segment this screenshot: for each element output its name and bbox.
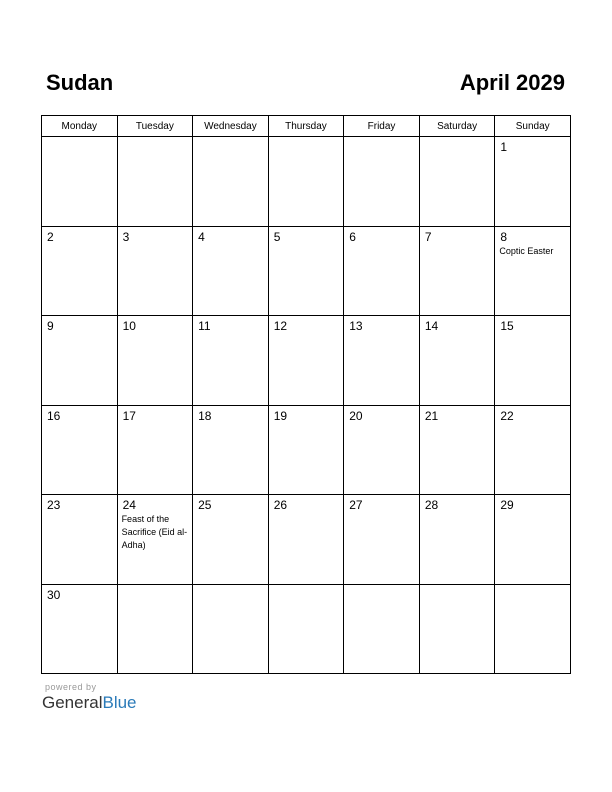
- day-number: 3: [122, 229, 130, 244]
- day-number: 19: [273, 408, 288, 423]
- calendar-week-row: [42, 137, 571, 227]
- weekday-header-row: [42, 116, 571, 137]
- weekday-header-saturday: Saturday: [419, 116, 495, 137]
- day-number: 30: [47, 587, 61, 602]
- day-number: 27: [349, 498, 363, 512]
- calendar-day-cell: [268, 226, 344, 316]
- day-number: 6: [349, 229, 356, 244]
- day-number: [495, 585, 570, 589]
- calendar-day-cell: [117, 316, 193, 406]
- day-number: 2: [47, 229, 54, 244]
- day-number: 7: [424, 229, 432, 244]
- day-number: 24: [122, 498, 136, 512]
- calendar-day-cell: [495, 226, 571, 316]
- day-number: [193, 585, 268, 589]
- country-title: Sudan: [46, 70, 114, 95]
- calendar-day-cell: [419, 405, 495, 495]
- calendar-day-cell: [344, 405, 420, 495]
- day-number: [344, 585, 419, 589]
- day-number: 1: [500, 140, 508, 154]
- calendar-day-cell: [268, 316, 344, 406]
- calendar-day-cell: [193, 226, 269, 316]
- weekday-header-sunday: Sunday: [495, 116, 571, 137]
- day-number: [118, 137, 193, 141]
- calendar-week-row: [42, 316, 571, 406]
- day-number: 12: [273, 319, 288, 333]
- calendar-week-row: [42, 226, 571, 316]
- calendar-day-cell: [495, 495, 571, 585]
- brand-blue-text: Blue: [102, 693, 137, 712]
- calendar-day-cell: [344, 137, 420, 227]
- calendar-day-cell: [419, 316, 495, 406]
- holiday-label: Feast of the Sacrifice (Eid al-Adha): [121, 514, 188, 550]
- day-number: [118, 585, 193, 589]
- calendar-week-row: [42, 405, 571, 495]
- calendar-day-cell: [42, 405, 118, 495]
- month-year-title: April 2029: [459, 70, 565, 95]
- day-number: 29: [500, 498, 514, 512]
- day-number: 20: [349, 408, 363, 423]
- calendar-day-cell: [419, 226, 495, 316]
- calendar-day-cell: [268, 137, 344, 227]
- calendar-week-row: [42, 584, 571, 674]
- calendar-day-cell: [419, 495, 495, 585]
- day-number: [42, 137, 117, 141]
- day-number: 4: [198, 229, 205, 244]
- day-number: 16: [47, 408, 61, 423]
- calendar-grid: [41, 115, 571, 674]
- day-number: 14: [424, 319, 439, 333]
- day-number: 8: [500, 229, 508, 244]
- calendar-day-cell: [117, 584, 193, 674]
- day-number: 25: [198, 498, 212, 512]
- calendar-day-cell: [344, 584, 420, 674]
- calendar-day-cell: [193, 495, 269, 585]
- calendar-day-cell: [419, 584, 495, 674]
- day-number: 10: [122, 319, 136, 333]
- day-number: 26: [273, 498, 288, 512]
- day-number: 28: [424, 498, 439, 512]
- day-number: 9: [47, 319, 54, 333]
- day-number: [269, 585, 344, 589]
- calendar-day-cell: [193, 584, 269, 674]
- calendar-day-cell: [193, 137, 269, 227]
- day-number: 13: [349, 319, 363, 333]
- calendar-day-cell: [495, 405, 571, 495]
- calendar-day-cell: [344, 316, 420, 406]
- day-number: 22: [500, 408, 514, 423]
- calendar-day-cell: [419, 137, 495, 227]
- powered-by-label: powered by: [45, 682, 97, 692]
- calendar-day-cell: [268, 495, 344, 585]
- day-number: [420, 137, 495, 141]
- calendar-day-cell: [495, 137, 571, 227]
- day-number: 18: [198, 408, 212, 423]
- weekday-header-tuesday: Tuesday: [117, 116, 193, 137]
- day-number: 5: [273, 229, 281, 244]
- calendar-day-cell: [268, 584, 344, 674]
- brand-general-text: General: [42, 693, 103, 712]
- calendar-day-cell: [42, 226, 118, 316]
- calendar-day-cell: [42, 584, 118, 674]
- weekday-header-monday: Monday: [42, 116, 118, 137]
- holiday-label: Coptic Easter: [499, 245, 554, 256]
- calendar-day-cell: [117, 495, 193, 585]
- day-number: [420, 585, 495, 589]
- calendar-day-cell: [344, 495, 420, 585]
- calendar-week-row: [42, 495, 571, 585]
- weekday-header-wednesday: Wednesday: [193, 116, 269, 137]
- weekday-header-thursday: Thursday: [268, 116, 344, 137]
- calendar-day-cell: [42, 316, 118, 406]
- day-number: 21: [424, 408, 439, 423]
- day-number: [193, 137, 268, 141]
- calendar-day-cell: [495, 316, 571, 406]
- calendar-day-cell: [42, 495, 118, 585]
- calendar-day-cell: [117, 405, 193, 495]
- calendar-day-cell: [193, 316, 269, 406]
- calendar-day-cell: [268, 405, 344, 495]
- weekday-header-friday: Friday: [344, 116, 420, 137]
- calendar-day-cell: [193, 405, 269, 495]
- generalblue-logo[interactable]: [42, 693, 137, 713]
- day-number: 15: [500, 319, 514, 333]
- calendar-day-cell: [117, 137, 193, 227]
- day-number: 11: [198, 319, 211, 333]
- calendar-day-cell: [344, 226, 420, 316]
- day-number: [269, 137, 344, 141]
- day-number: [344, 137, 419, 141]
- day-number: 23: [47, 498, 61, 512]
- calendar-day-cell: [42, 137, 118, 227]
- calendar-day-cell: [495, 584, 571, 674]
- calendar-day-cell: [117, 226, 193, 316]
- day-number: 17: [122, 408, 136, 423]
